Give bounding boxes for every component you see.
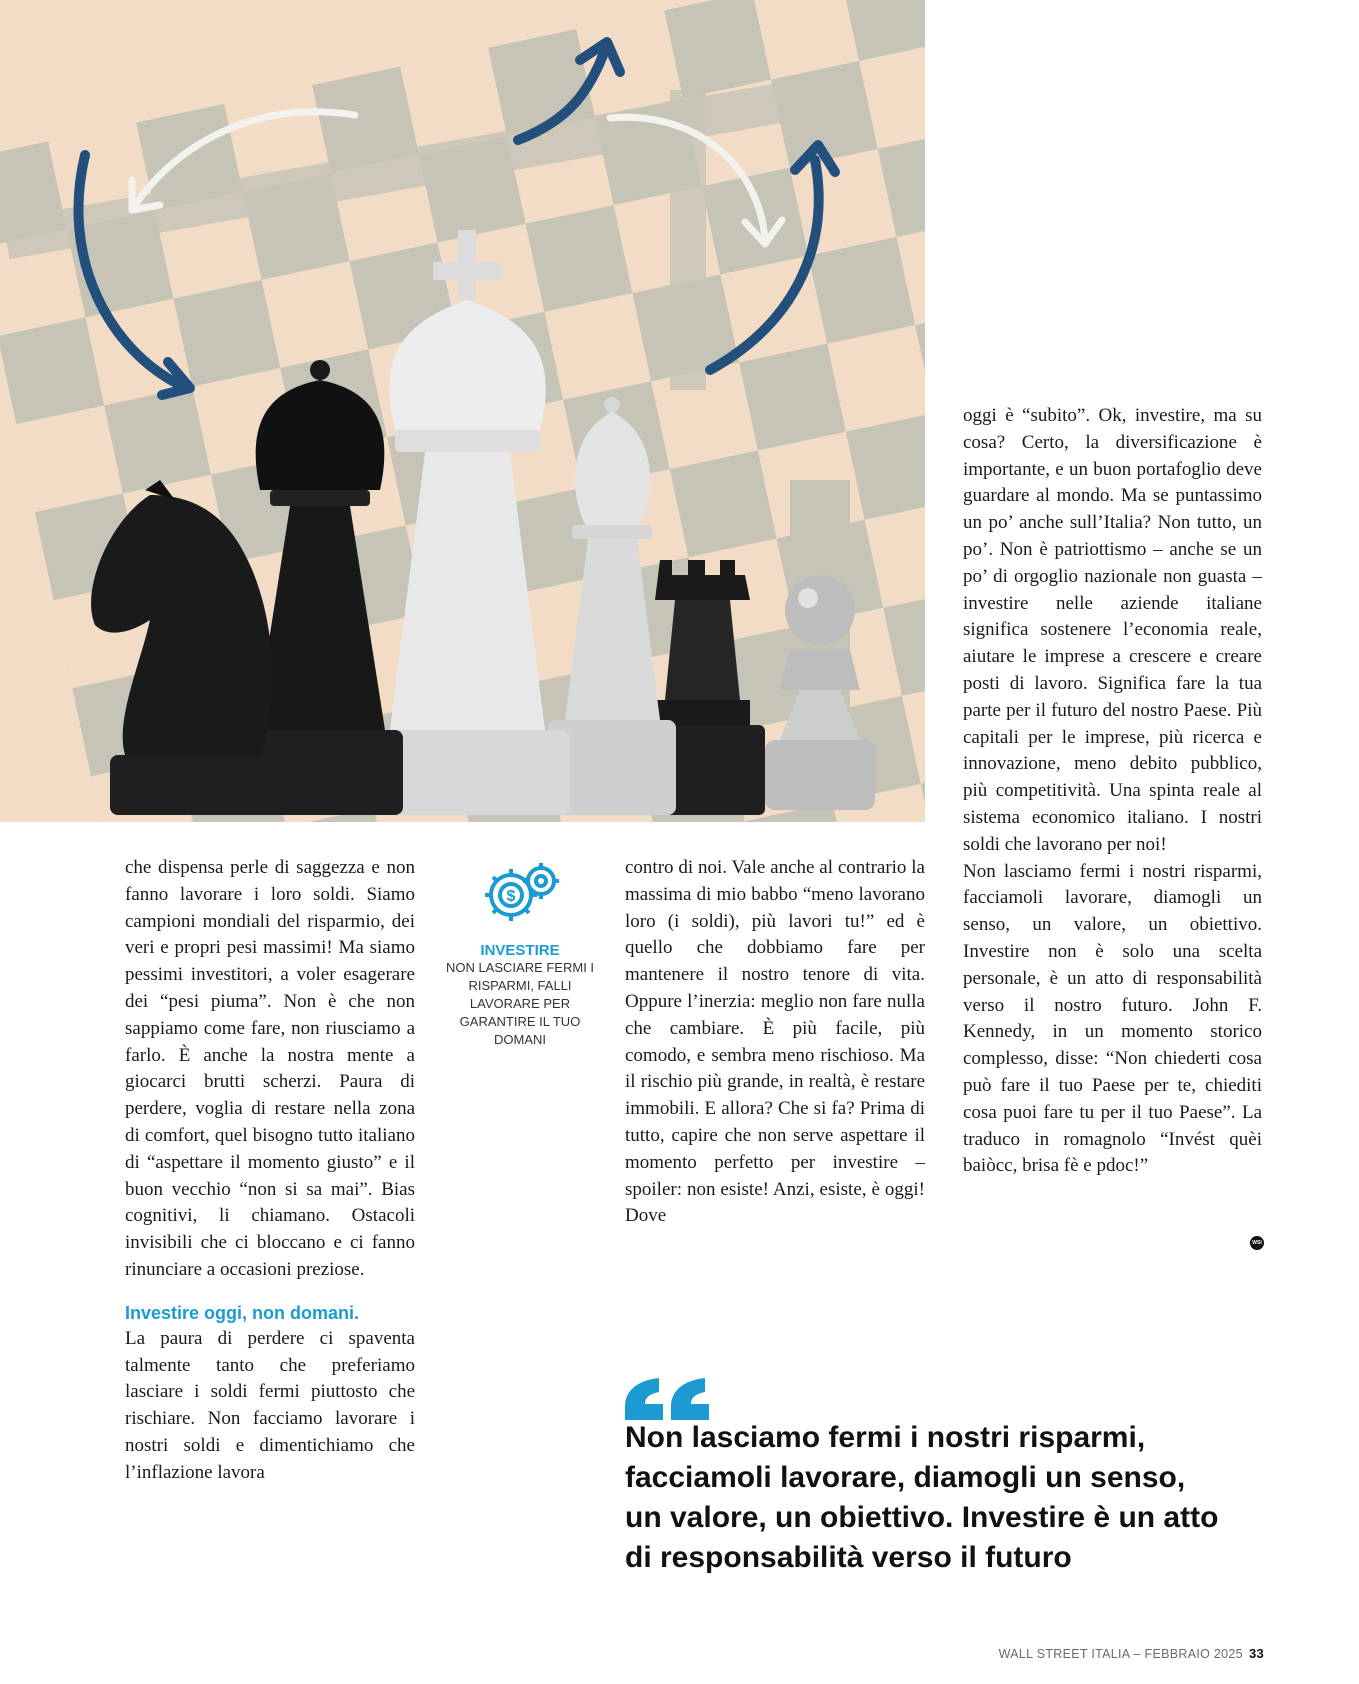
paragraph: che dispensa perle di saggezza e non fanno lavorare i loro soldi. Siamo campioni mondiali del risparmio, dei veri e propri pesi massimi! Ma siamo pessimi investitori, a voler esagerare dei “pesi piuma”. Non è che non sappiamo come fare, non riusciamo a farlo. È anche la nostra mente a giocarci brutti scherzi. Paura di perdere, voglia di restare nella zona di comfort, quel bisogno tutto italiano di “aspettare il momento giusto” e il buon vecchio “non si sa mai”. Bias cognitivi, li chiamano. Ostacoli invisibili che ci bloccano e ci fanno rinunciare a occasioni preziose. — [125, 857, 415, 1280]
article-column-2 — [625, 855, 925, 1230]
paragraph: contro di noi. Vale anche al contrario la massima di mio babbo “meno lavorano loro (i soldi), più lavori tu!” ed è quello che dobbiamo fare per mantenere il nostro tenore di vita. Oppure l’inerzia: meglio non fare nulla che cambiare. È più facile, più comodo, e sembra meno rischioso. Ma il rischio più grande, in realtà, è restare immobili. E allora? Che si fa? Prima di tutto, capire che non serve aspettare il momento perfetto per investire – spoiler: non esiste! Anzi, esiste, è oggi! Dove — [625, 857, 925, 1227]
paragraph: oggi è “subito”. Ok, investire, ma su cosa? Certo, la diversificazione è importante, e un buon portafoglio deve guardare al mondo. Ma se puntassimo un po’ anche sull’Italia? Non tutto, un po’. Non è patriottismo – anche se un po’ di orgoglio nazionale non guasta – investire nelle aziende italiane significa sostenere l’economia reale, aiutare le imprese a crescere e creare posti di lavoro. Significa fare la tua parte per il futuro del nostro Paese. Più capitali per le imprese, più ricerca e innovazione, meno debito pubblico, più competitività. Una spinta reale al sistema economico italiano. I nostri soldi che lavorano per noi! — [963, 405, 1262, 855]
page-footer — [999, 1646, 1264, 1661]
svg-text:$: $ — [506, 888, 516, 905]
gears-dollar-icon — [475, 855, 565, 931]
subheading: Investire oggi, non domani. — [125, 1302, 360, 1323]
article-column-1 — [125, 855, 415, 1487]
quote-icon — [625, 1378, 715, 1420]
pull-quote: Non lasciamo fermi i nostri risparmi, facciamoli lavorare, diamogli un senso, un valore, un obiettivo. Investire è un atto di responsabilità verso il futuro — [625, 1421, 1219, 1574]
sidebar-text: NON LASCIARE FERMI I RISPARMI, FALLI LAVORARE PER GARANTIRE IL TUO DOMANI — [445, 960, 595, 1047]
sidebar-title: INVESTIRE — [480, 942, 560, 959]
article-column-3 — [963, 403, 1262, 1180]
page-number: 33 — [1248, 1646, 1264, 1661]
paragraph: Non lasciamo fermi i nostri risparmi, facciamoli lavorare, diamogli un senso, un valore, un obiettivo. Investire non è solo una scelta personale, è un atto di responsabilità verso il nostro futuro. John F. Kennedy, in un momento storico complesso, disse: “Non chiederti cosa può fare il tuo Paese per te, chiediti cosa puoi fare tu per il tuo Paese”. La traduco in romagnolo “Invést quèi baiòcc, brisa fè e pdoc!” — [963, 860, 1262, 1177]
paragraph: La paura di perdere ci spaventa talmente tanto che preferiamo lasciare i soldi fermi piuttosto che rischiare. Non facciamo lavorare i nostri soldi e dimentichiamo che l’inflazione lavora — [125, 1327, 415, 1483]
publication-name: WALL STREET ITALIA – FEBBRAIO 2025 — [998, 1647, 1243, 1661]
end-mark: WSI — [1250, 1236, 1264, 1250]
sidebar-callout — [440, 855, 600, 1049]
chess-illustration — [0, 0, 925, 822]
